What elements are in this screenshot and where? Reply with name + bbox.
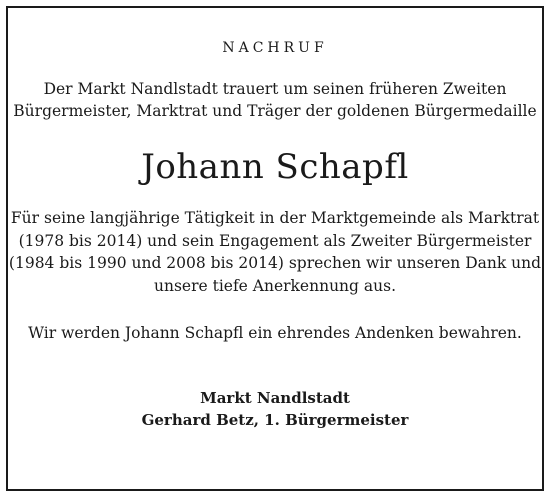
signature-organization: Markt Nandlstadt [200,389,350,407]
tribute-line: unsere tiefe Anerkennung aus. [153,276,396,295]
signature-signatory: Gerhard Betz, 1. Bürgermeister [141,411,409,429]
intro-line: Der Markt Nandlstadt trauert um seinen früheren Zweiten [43,80,507,98]
intro-paragraph [8,78,542,122]
tribute-line: (1984 bis 1990 und 2008 bis 2014) sprechen wir unseren Dank und [8,254,542,272]
tribute-line: (1978 bis 2014) und sein Engagement als Zweiter Bürgermeister [18,231,532,250]
intro-line: Bürgermeister, Marktrat und Träger der goldenen Bürgermedaille [13,102,537,120]
obituary-notice [6,6,544,491]
tribute-paragraph [8,207,542,297]
remembrance-line: Wir werden Johann Schapfl ein ehrendes Andenken bewahren. [28,324,522,342]
tribute-line: Für seine langjährige Tätigkeit in der Marktgemeinde als Marktrat [10,209,540,227]
notice-heading: NACHRUF [222,40,328,56]
deceased-name: Johann Schapfl [141,147,409,187]
signature-block [8,387,542,431]
